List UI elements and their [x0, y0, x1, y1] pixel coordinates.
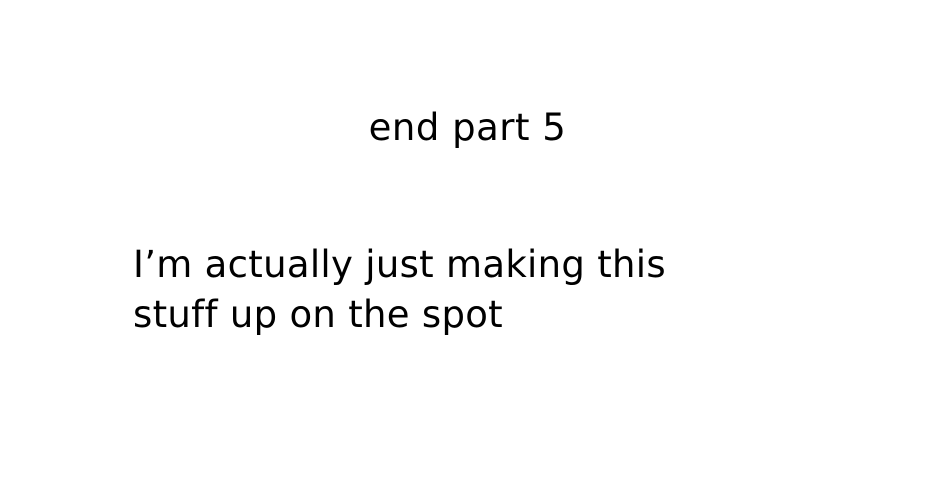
page-title: end part 5 — [368, 106, 567, 149]
body-line-2: stuff up on the spot — [133, 293, 503, 336]
body-paragraph — [133, 240, 833, 340]
body-line-1: I’m actually just making this — [133, 243, 666, 286]
